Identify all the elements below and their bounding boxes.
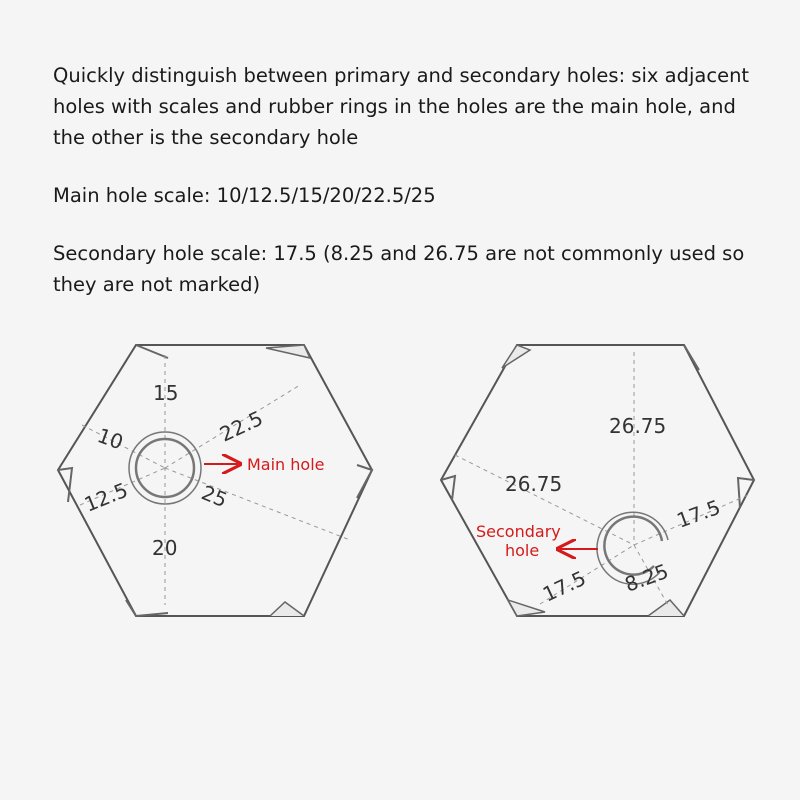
left-label-bottom: 20 [152,536,178,560]
secondary-hole-callout-line1: Secondary [476,522,561,541]
left-hexagon [58,345,372,616]
left-corner-mark [136,345,168,358]
left-label-top: 15 [153,381,179,405]
left-corner-mark [357,465,372,498]
main-hole-callout: Main hole [247,455,325,474]
intro-text: Quickly distinguish between primary and secondary holes: six adjacent holes with scales and rubber rings in the holes are the main hole, and the other is the secondary hole [53,64,750,149]
left-label-upper-left: 10 [94,423,127,455]
right-hexagon [441,345,754,616]
left-corner-mark [270,602,304,616]
right-label-lower-right: 8.25 [621,558,672,597]
right-label-right: 17.5 [673,494,724,533]
right-label-top: 26.75 [609,414,667,438]
right-label-lower-left: 17.5 [538,565,590,607]
right-corner-mark [502,345,530,368]
left-hexagon-outline [58,345,372,616]
right-corner-mark [441,476,455,500]
right-label-middle-left: 26.75 [505,472,563,496]
secondary-hole-callout-line2: hole [505,541,540,560]
secondary-hole-scale-text: Secondary hole scale: 17.5 (8.25 and 26.75 are not commonly used so they are not marked) [53,242,745,296]
left-corner-mark [266,345,310,358]
main-hole-scale-text: Main hole scale: 10/12.5/15/20/22.5/25 [53,184,436,207]
left-label-upper-right: 22.5 [215,405,267,447]
left-label-lower-right: 25 [198,480,231,513]
right-corner-mark [684,345,699,370]
right-hexagon-outline [441,345,754,616]
left-label-lower-left: 12.5 [80,477,132,517]
right-corner-mark [508,600,545,616]
